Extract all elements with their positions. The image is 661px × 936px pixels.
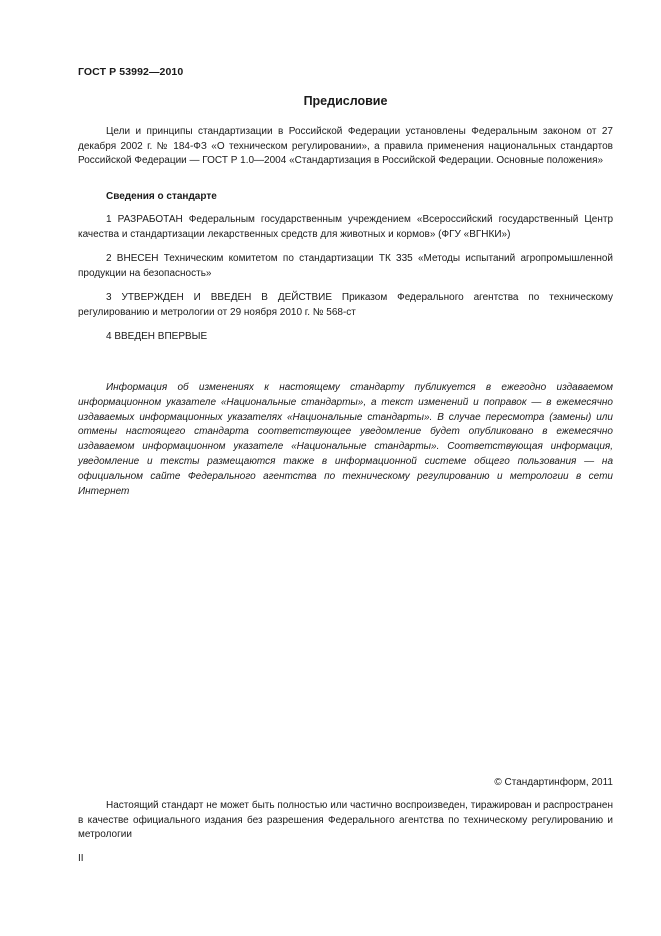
info-item-first-introduced: 4 ВВЕДЕН ВПЕРВЫЕ: [106, 331, 208, 342]
page-title: Предисловие: [303, 94, 388, 108]
info-item-developed: 1 РАЗРАБОТАН Федеральным государственным учреждением «Всероссийский государственный Центр качества и стандартизации лекарственных средств для животных и кормов» (ФГУ «ВГНКИ»): [78, 214, 613, 240]
intro-paragraph: Цели и принципы стандартизации в Российской Федерации установлены Федеральным законом от 27 декабря 2002 г. № 184-ФЗ «О техническом регулировании», а правила применения национальных стандартов Российской Федерации — ГОСТ Р 1.0—2004 «Стандартизация в Российской Федерации. Основные положения»: [78, 126, 613, 166]
reproduction-notice: Настоящий стандарт не может быть полностью или частично воспроизведен, тиражирован и распространен в качестве официального издания без разрешения Федерального агентства по техническому регулированию и метрологии: [78, 800, 613, 840]
info-item-submitted: 2 ВНЕСЕН Техническим комитетом по стандартизации ТК 335 «Методы испытаний агропромышленной продукции на безопасность»: [78, 253, 613, 279]
page-number: II: [78, 853, 84, 864]
info-item-approved: 3 УТВЕРЖДЕН И ВВЕДЕН В ДЕЙСТВИЕ Приказом Федерального агентства по техническому регулированию и метрологии от 29 ноября 2010 г. № 568-ст: [78, 292, 613, 318]
copyright-line: © Стандартинформ, 2011: [494, 777, 613, 788]
standard-code-header: ГОСТ Р 53992—2010: [78, 66, 184, 78]
changes-notice: Информация об изменениях к настоящему стандарту публикуется в ежегодно издаваемом информационном указателе «Национальные стандарты», а текст изменений и поправок — в ежемесячно издаваемых информационных указателях «Национальные стандарты». В случае пересмотра (замены) или отмены настоящего стандарта соответствующее уведомление будет опубликовано в ежемесячно издаваемом информационном указателе «Национальные стандарты». Соответствующая информация, уведомление и тексты размещаются также в информационной системе общего пользования — на официальном сайте Федерального агентства по техническому регулированию и метрологии в сети Интернет: [78, 382, 613, 497]
standard-info-heading: Сведения о стандарте: [106, 191, 217, 202]
